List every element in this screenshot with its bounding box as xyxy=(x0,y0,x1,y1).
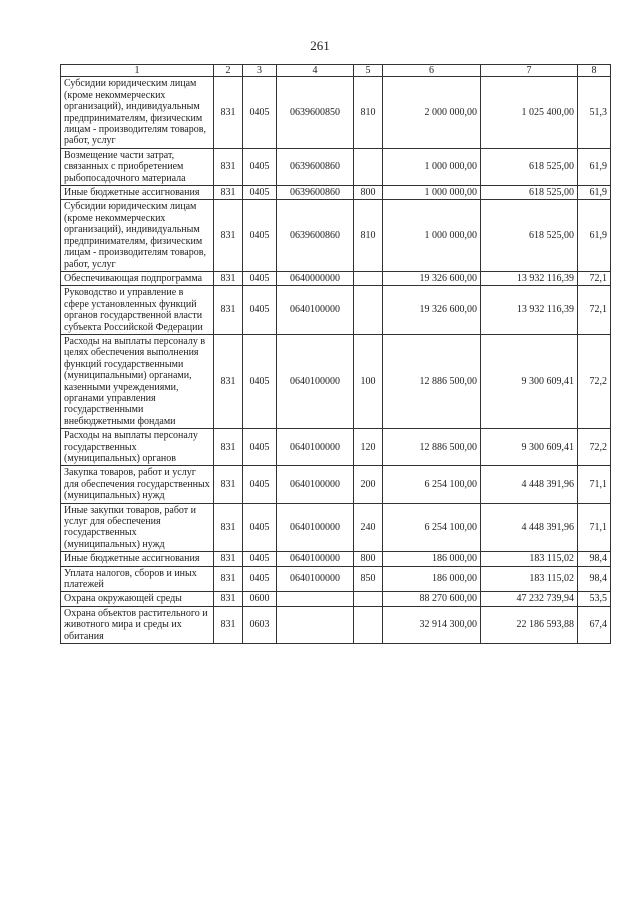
item-name-cell: Субсидии юридическим лицам (кроме некоммерческих организаций), индивидуальным предпринимателям, физическим лицам - производителям товаров, работ, услуг xyxy=(61,77,214,148)
table-row xyxy=(61,429,611,466)
planned-amount-cell: 12 886 500,00 xyxy=(383,334,481,428)
expense-type-cell: 100 xyxy=(354,334,383,428)
column-header: 7 xyxy=(481,65,578,77)
table-row xyxy=(61,286,611,335)
target-code-cell: 0640000000 xyxy=(277,271,354,285)
budget-table xyxy=(60,64,611,644)
table-row xyxy=(61,503,611,552)
actual-amount-cell: 618 525,00 xyxy=(481,186,578,200)
planned-amount-cell: 32 914 300,00 xyxy=(383,606,481,643)
item-name-cell: Иные бюджетные ассигнования xyxy=(61,186,214,200)
admin-code-cell: 831 xyxy=(214,200,243,271)
planned-amount-cell: 1 000 000,00 xyxy=(383,148,481,185)
section-code-cell: 0600 xyxy=(243,592,277,606)
percent-cell: 61,9 xyxy=(578,186,611,200)
actual-amount-cell: 4 448 391,96 xyxy=(481,466,578,503)
expense-type-cell: 850 xyxy=(354,566,383,592)
admin-code-cell: 831 xyxy=(214,566,243,592)
admin-code-cell: 831 xyxy=(214,466,243,503)
expense-type-cell: 120 xyxy=(354,429,383,466)
table-row xyxy=(61,606,611,643)
header-row xyxy=(61,65,611,77)
section-code-cell: 0405 xyxy=(243,334,277,428)
percent-cell: 51,3 xyxy=(578,77,611,148)
actual-amount-cell: 1 025 400,00 xyxy=(481,77,578,148)
expense-type-cell xyxy=(354,148,383,185)
admin-code-cell: 831 xyxy=(214,552,243,566)
target-code-cell: 0639600860 xyxy=(277,186,354,200)
expense-type-cell: 800 xyxy=(354,552,383,566)
expense-type-cell: 240 xyxy=(354,503,383,552)
column-header: 6 xyxy=(383,65,481,77)
page-number: 261 xyxy=(310,38,330,53)
table-row xyxy=(61,148,611,185)
target-code-cell: 0640100000 xyxy=(277,334,354,428)
planned-amount-cell: 186 000,00 xyxy=(383,566,481,592)
target-code-cell: 0640100000 xyxy=(277,429,354,466)
planned-amount-cell: 1 000 000,00 xyxy=(383,200,481,271)
percent-cell: 72,1 xyxy=(578,271,611,285)
item-name-cell: Иные бюджетные ассигнования xyxy=(61,552,214,566)
planned-amount-cell: 6 254 100,00 xyxy=(383,503,481,552)
planned-amount-cell: 1 000 000,00 xyxy=(383,186,481,200)
target-code-cell: 0640100000 xyxy=(277,552,354,566)
column-header: 5 xyxy=(354,65,383,77)
item-name-cell: Закупка товаров, работ и услуг для обеспечения государственных (муниципальных) нужд xyxy=(61,466,214,503)
section-code-cell: 0405 xyxy=(243,566,277,592)
planned-amount-cell: 19 326 600,00 xyxy=(383,286,481,335)
percent-cell: 53,5 xyxy=(578,592,611,606)
percent-cell: 71,1 xyxy=(578,466,611,503)
actual-amount-cell: 13 932 116,39 xyxy=(481,286,578,335)
table-row xyxy=(61,200,611,271)
section-code-cell: 0405 xyxy=(243,552,277,566)
planned-amount-cell: 12 886 500,00 xyxy=(383,429,481,466)
actual-amount-cell: 4 448 391,96 xyxy=(481,503,578,552)
actual-amount-cell: 13 932 116,39 xyxy=(481,271,578,285)
target-code-cell: 0640100000 xyxy=(277,566,354,592)
percent-cell: 67,4 xyxy=(578,606,611,643)
table-row xyxy=(61,77,611,148)
planned-amount-cell: 19 326 600,00 xyxy=(383,271,481,285)
planned-amount-cell: 6 254 100,00 xyxy=(383,466,481,503)
actual-amount-cell: 9 300 609,41 xyxy=(481,429,578,466)
target-code-cell xyxy=(277,592,354,606)
expense-type-cell: 200 xyxy=(354,466,383,503)
target-code-cell: 0639600850 xyxy=(277,77,354,148)
admin-code-cell: 831 xyxy=(214,503,243,552)
target-code-cell: 0639600860 xyxy=(277,200,354,271)
actual-amount-cell: 47 232 739,94 xyxy=(481,592,578,606)
actual-amount-cell: 618 525,00 xyxy=(481,148,578,185)
target-code-cell xyxy=(277,606,354,643)
actual-amount-cell: 183 115,02 xyxy=(481,552,578,566)
item-name-cell: Обеспечивающая подпрограмма xyxy=(61,271,214,285)
item-name-cell: Иные закупки товаров, работ и услуг для обеспечения государственных (муниципальных) нужд xyxy=(61,503,214,552)
section-code-cell: 0405 xyxy=(243,77,277,148)
item-name-cell: Охрана объектов растительного и животного мира и среды их обитания xyxy=(61,606,214,643)
table-row xyxy=(61,186,611,200)
section-code-cell: 0603 xyxy=(243,606,277,643)
percent-cell: 61,9 xyxy=(578,200,611,271)
item-name-cell: Субсидии юридическим лицам (кроме некоммерческих организаций), индивидуальным предпринимателям, физическим лицам - производителям товаров, работ, услуг xyxy=(61,200,214,271)
expense-type-cell xyxy=(354,606,383,643)
actual-amount-cell: 9 300 609,41 xyxy=(481,334,578,428)
section-code-cell: 0405 xyxy=(243,271,277,285)
expense-type-cell xyxy=(354,286,383,335)
column-header: 8 xyxy=(578,65,611,77)
expense-type-cell: 810 xyxy=(354,200,383,271)
expense-type-cell: 800 xyxy=(354,186,383,200)
section-code-cell: 0405 xyxy=(243,466,277,503)
item-name-cell: Охрана окружающей среды xyxy=(61,592,214,606)
table-row xyxy=(61,466,611,503)
target-code-cell: 0640100000 xyxy=(277,286,354,335)
item-name-cell: Расходы на выплаты персоналу в целях обеспечения выполнения функций государственными (муниципальными) органами, казенными учреждениями, органами управления государственными внебюджетными фондами xyxy=(61,334,214,428)
column-header: 3 xyxy=(243,65,277,77)
admin-code-cell: 831 xyxy=(214,271,243,285)
item-name-cell: Руководство и управление в сфере установленных функций органов государственной власти субъекта Российской Федерации xyxy=(61,286,214,335)
section-code-cell: 0405 xyxy=(243,186,277,200)
section-code-cell: 0405 xyxy=(243,429,277,466)
column-header: 4 xyxy=(277,65,354,77)
percent-cell: 72,2 xyxy=(578,429,611,466)
expense-type-cell: 810 xyxy=(354,77,383,148)
table-row xyxy=(61,592,611,606)
planned-amount-cell: 2 000 000,00 xyxy=(383,77,481,148)
section-code-cell: 0405 xyxy=(243,200,277,271)
percent-cell: 61,9 xyxy=(578,148,611,185)
target-code-cell: 0640100000 xyxy=(277,466,354,503)
admin-code-cell: 831 xyxy=(214,606,243,643)
percent-cell: 72,1 xyxy=(578,286,611,335)
table-row xyxy=(61,552,611,566)
target-code-cell: 0639600860 xyxy=(277,148,354,185)
planned-amount-cell: 88 270 600,00 xyxy=(383,592,481,606)
table-row xyxy=(61,271,611,285)
actual-amount-cell: 183 115,02 xyxy=(481,566,578,592)
planned-amount-cell: 186 000,00 xyxy=(383,552,481,566)
admin-code-cell: 831 xyxy=(214,148,243,185)
admin-code-cell: 831 xyxy=(214,429,243,466)
column-header: 2 xyxy=(214,65,243,77)
actual-amount-cell: 22 186 593,88 xyxy=(481,606,578,643)
expense-type-cell xyxy=(354,271,383,285)
item-name-cell: Уплата налогов, сборов и иных платежей xyxy=(61,566,214,592)
actual-amount-cell: 618 525,00 xyxy=(481,200,578,271)
admin-code-cell: 831 xyxy=(214,592,243,606)
percent-cell: 72,2 xyxy=(578,334,611,428)
item-name-cell: Возмещение части затрат, связанных с приобретением рыбопосадочного материала xyxy=(61,148,214,185)
percent-cell: 71,1 xyxy=(578,503,611,552)
admin-code-cell: 831 xyxy=(214,334,243,428)
section-code-cell: 0405 xyxy=(243,503,277,552)
percent-cell: 98,4 xyxy=(578,566,611,592)
percent-cell: 98,4 xyxy=(578,552,611,566)
admin-code-cell: 831 xyxy=(214,77,243,148)
section-code-cell: 0405 xyxy=(243,286,277,335)
table-row xyxy=(61,566,611,592)
admin-code-cell: 831 xyxy=(214,286,243,335)
admin-code-cell: 831 xyxy=(214,186,243,200)
table-row xyxy=(61,334,611,428)
target-code-cell: 0640100000 xyxy=(277,503,354,552)
expense-type-cell xyxy=(354,592,383,606)
item-name-cell: Расходы на выплаты персоналу государственных (муниципальных) органов xyxy=(61,429,214,466)
section-code-cell: 0405 xyxy=(243,148,277,185)
column-header: 1 xyxy=(61,65,214,77)
